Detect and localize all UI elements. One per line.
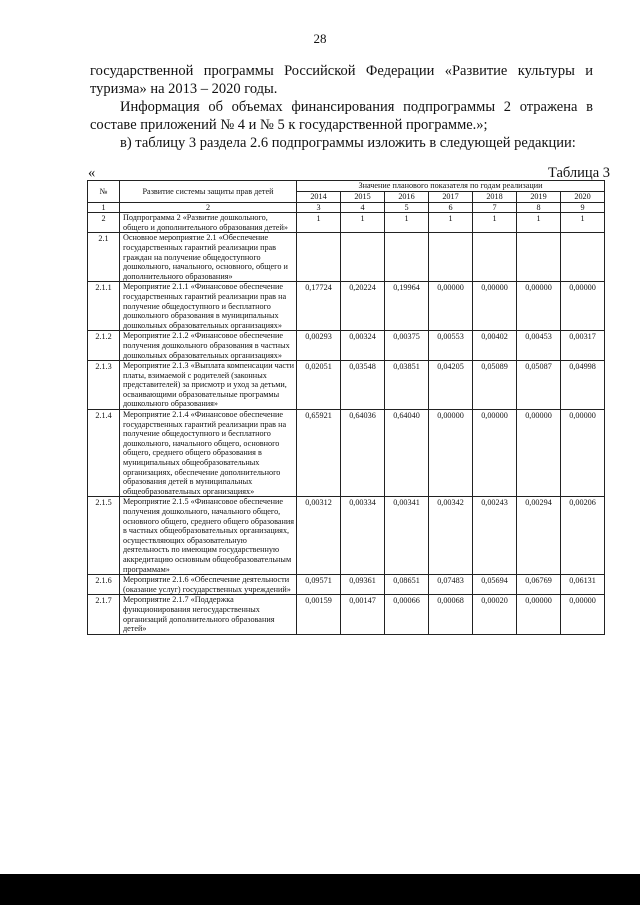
value-cell <box>341 233 385 282</box>
value-cell: 0,05087 <box>517 361 561 410</box>
row-description: Мероприятие 2.1.1 «Финансовое обеспечение государственных гарантий реализации прав на получение общедоступного и бесплатного дошкольного образования в муниципальных дошкольных образовательных организациях» <box>120 282 297 331</box>
header-system: Развитие системы защиты прав детей <box>120 181 297 203</box>
value-cell: 0,00553 <box>429 331 473 361</box>
value-cell: 0,64036 <box>341 410 385 497</box>
value-cell <box>297 233 341 282</box>
value-cell: 0,00000 <box>473 282 517 331</box>
value-cell: 0,00243 <box>473 497 517 575</box>
value-cell: 0,00000 <box>517 282 561 331</box>
index-cell: 2 <box>120 202 297 213</box>
value-cell: 0,19964 <box>385 282 429 331</box>
value-cell: 0,00000 <box>561 410 605 497</box>
row-number: 2.1.4 <box>88 410 120 497</box>
index-cell: 9 <box>561 202 605 213</box>
year-cell: 2018 <box>473 192 517 203</box>
index-cell: 3 <box>297 202 341 213</box>
row-number: 2.1 <box>88 233 120 282</box>
value-cell: 1 <box>341 213 385 233</box>
index-cell: 7 <box>473 202 517 213</box>
value-cell: 0,65921 <box>297 410 341 497</box>
year-cell: 2016 <box>385 192 429 203</box>
value-cell: 1 <box>429 213 473 233</box>
row-description: Мероприятие 2.1.2 «Финансовое обеспечение получения дошкольного образования в частных дошкольных образовательных организациях» <box>120 331 297 361</box>
value-cell: 0,03548 <box>341 361 385 410</box>
row-number: 2 <box>88 213 120 233</box>
index-row <box>88 202 605 213</box>
row-number: 2.1.7 <box>88 595 120 634</box>
table-row <box>88 497 605 575</box>
intro-paragraph-3: в) таблицу 3 раздела 2.6 подпрограммы изложить в следующей редакции: <box>120 135 576 151</box>
value-cell: 0,00066 <box>385 595 429 634</box>
value-cell: 0,00000 <box>429 410 473 497</box>
value-cell: 0,07483 <box>429 575 473 595</box>
value-cell <box>385 233 429 282</box>
table-row <box>88 575 605 595</box>
value-cell: 0,00000 <box>561 595 605 634</box>
value-cell: 0,00000 <box>517 595 561 634</box>
value-cell: 0,00342 <box>429 497 473 575</box>
value-cell: 0,00000 <box>517 410 561 497</box>
value-cell: 1 <box>561 213 605 233</box>
intro-paragraph-2: Информация об объемах финансирования подпрограммы 2 отражена в составе приложений № 4 и № 5 к государственной программе.»; <box>90 99 593 133</box>
value-cell: 0,06131 <box>561 575 605 595</box>
row-description: Мероприятие 2.1.6 «Обеспечение деятельности (оказание услуг) государственных учреждений» <box>120 575 297 595</box>
value-cell: 0,00147 <box>341 595 385 634</box>
header-row-1 <box>88 181 605 192</box>
value-cell: 1 <box>297 213 341 233</box>
header-values-title: Значение планового показателя по годам реализации <box>297 181 605 192</box>
row-number: 2.1.5 <box>88 497 120 575</box>
value-cell: 0,04205 <box>429 361 473 410</box>
table-row <box>88 282 605 331</box>
row-number: 2.1.3 <box>88 361 120 410</box>
value-cell: 0,00312 <box>297 497 341 575</box>
year-cell: 2020 <box>561 192 605 203</box>
value-cell: 1 <box>517 213 561 233</box>
table-caption: Таблица 3 <box>547 165 610 181</box>
row-description: Мероприятие 2.1.5 «Финансовое обеспечение получения дошкольного, начального общего, основного общего, среднего общего образования в частных общеобразовательных организациях, осуществляющих образовательную деятельность по имеющим государственную аккредитацию основным общеобразовательным программам» <box>120 497 297 575</box>
year-cell: 2015 <box>341 192 385 203</box>
value-cell: 0,00293 <box>297 331 341 361</box>
value-cell: 1 <box>385 213 429 233</box>
value-cell <box>473 233 517 282</box>
row-description: Мероприятие 2.1.7 «Поддержка функционирования негосударственных организаций дополнительного образования детей» <box>120 595 297 634</box>
row-number: 2.1.1 <box>88 282 120 331</box>
intro-paragraph-1: государственной программы Российской Федерации «Развитие культуры и туризма» на 2013 – 2020 годы. <box>90 63 593 97</box>
value-cell: 0,00000 <box>429 282 473 331</box>
row-description: Мероприятие 2.1.4 «Финансовое обеспечение государственных гарантий реализации прав на получение общедоступного и бесплатного дошкольного, начального общего, основного общего, среднего общего образования в муниципальных общеобразовательных организациях, обеспечение дополнительного образования детей в муниципальных общеобразовательных организациях» <box>120 410 297 497</box>
index-cell: 5 <box>385 202 429 213</box>
value-cell: 0,00334 <box>341 497 385 575</box>
value-cell: 0,00068 <box>429 595 473 634</box>
row-description: Основное мероприятие 2.1 «Обеспечение государственных гарантий реализации прав граждан на получение общедоступного дошкольного, начального, основного, общего и дополнительного образования» <box>120 233 297 282</box>
value-cell: 0,09361 <box>341 575 385 595</box>
value-cell: 0,00000 <box>561 282 605 331</box>
row-number: 2.1.6 <box>88 575 120 595</box>
value-cell: 0,00402 <box>473 331 517 361</box>
value-cell: 0,00020 <box>473 595 517 634</box>
index-cell: 6 <box>429 202 473 213</box>
year-cell: 2019 <box>517 192 561 203</box>
value-cell: 0,05089 <box>473 361 517 410</box>
value-cell: 0,20224 <box>341 282 385 331</box>
value-cell <box>517 233 561 282</box>
value-cell: 0,03851 <box>385 361 429 410</box>
value-cell <box>561 233 605 282</box>
value-cell: 0,00159 <box>297 595 341 634</box>
table-row <box>88 410 605 497</box>
header-num: № <box>88 181 120 203</box>
index-cell: 1 <box>88 202 120 213</box>
table-row <box>88 331 605 361</box>
value-cell: 0,08651 <box>385 575 429 595</box>
table-row <box>88 213 605 233</box>
value-cell: 0,00000 <box>473 410 517 497</box>
value-cell: 0,05694 <box>473 575 517 595</box>
table-row <box>88 361 605 410</box>
value-cell: 0,00324 <box>341 331 385 361</box>
value-cell: 0,00341 <box>385 497 429 575</box>
value-cell: 0,00294 <box>517 497 561 575</box>
value-cell: 0,00206 <box>561 497 605 575</box>
value-cell: 1 <box>473 213 517 233</box>
index-cell: 8 <box>517 202 561 213</box>
value-cell: 0,06769 <box>517 575 561 595</box>
scan-bottom-border <box>0 874 640 905</box>
opening-quote: « <box>88 165 96 181</box>
row-description: Мероприятие 2.1.3 «Выплата компенсации части платы, взимаемой с родителей (законных представителей) за присмотр и уход за детьми, осваивающими образовательные программы дошкольного образования» <box>120 361 297 410</box>
year-cell: 2017 <box>429 192 473 203</box>
page-number: 28 <box>313 31 327 46</box>
index-cell: 4 <box>341 202 385 213</box>
table-row <box>88 595 605 634</box>
year-cell: 2014 <box>297 192 341 203</box>
value-cell: 0,04998 <box>561 361 605 410</box>
row-number: 2.1.2 <box>88 331 120 361</box>
value-cell: 0,17724 <box>297 282 341 331</box>
indicators-table <box>87 180 605 635</box>
table-row <box>88 233 605 282</box>
row-description: Подпрограмма 2 «Развитие дошкольного, общего и дополнительного образования детей» <box>120 213 297 233</box>
value-cell: 0,00375 <box>385 331 429 361</box>
value-cell: 0,09571 <box>297 575 341 595</box>
value-cell: 0,00453 <box>517 331 561 361</box>
value-cell <box>429 233 473 282</box>
value-cell: 0,02051 <box>297 361 341 410</box>
value-cell: 0,00317 <box>561 331 605 361</box>
value-cell: 0,64040 <box>385 410 429 497</box>
